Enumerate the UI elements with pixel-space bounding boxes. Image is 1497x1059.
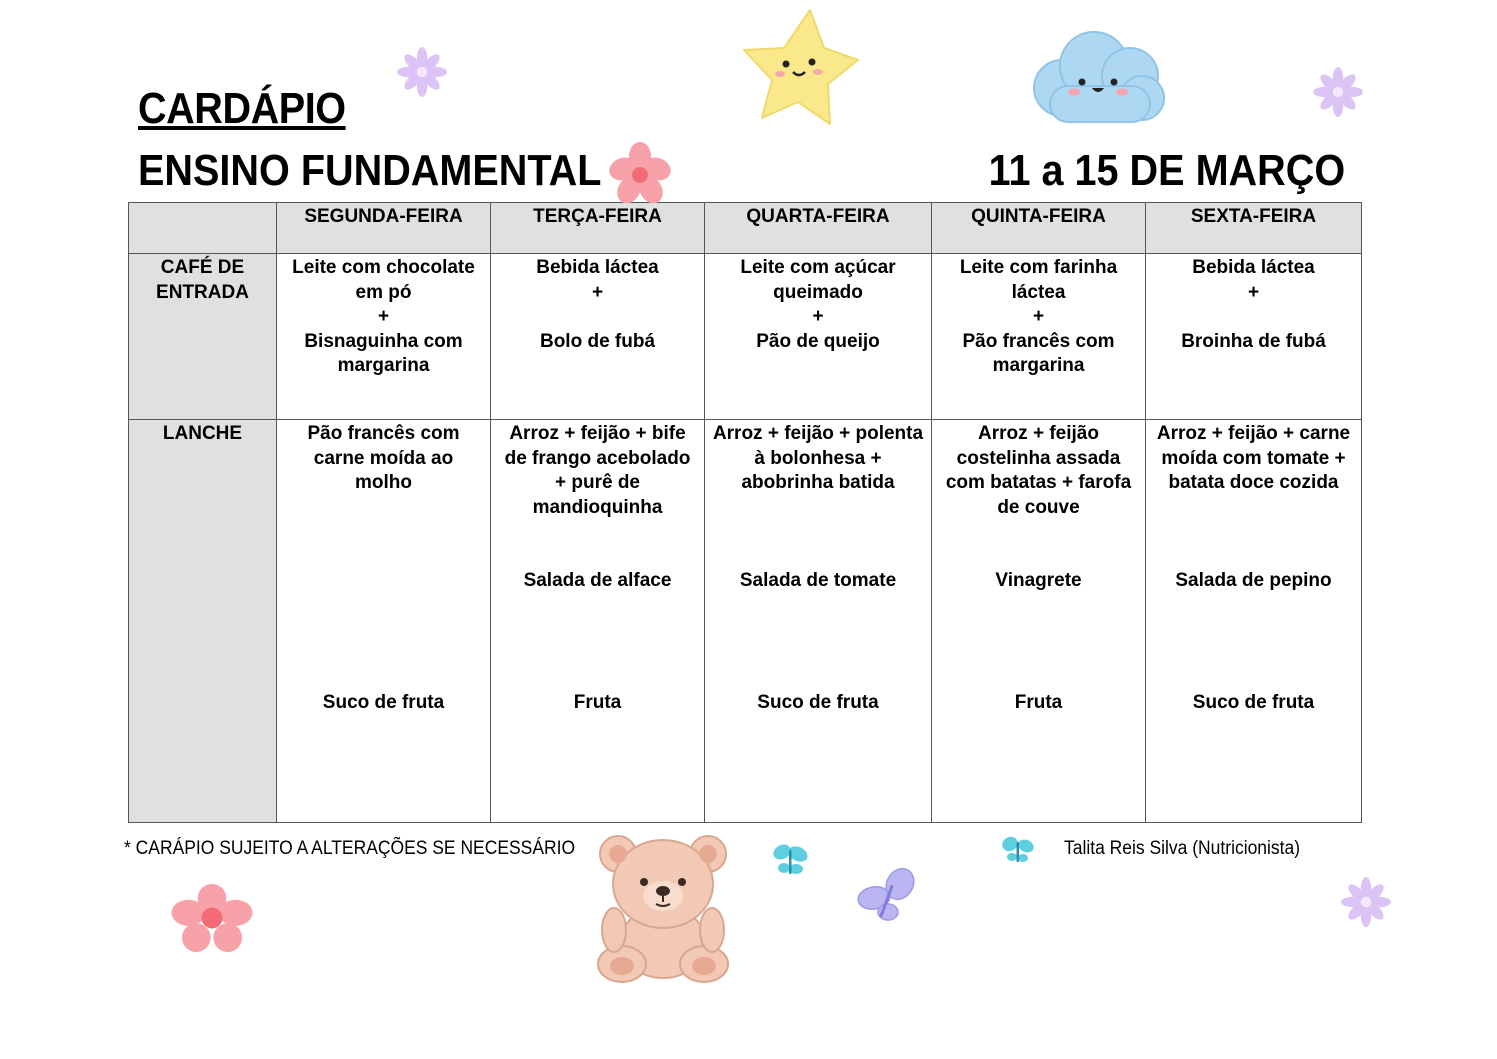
main-dish: Arroz + feijão + carne moída com tomate + batata doce cozida	[1156, 423, 1351, 493]
drink-or-fruit: Suco de fruta	[1192, 692, 1315, 713]
smiling-cloud-icon	[1030, 26, 1166, 128]
page-subtitle: ENSINO FUNDAMENTAL	[138, 146, 602, 195]
menu-line	[1152, 305, 1355, 330]
butterfly-icon	[770, 840, 810, 880]
smiling-star-icon	[738, 4, 862, 128]
menu-line: Bolo de fubá	[539, 330, 656, 352]
table-header-row	[129, 203, 1362, 254]
drink-or-fruit: Fruta	[573, 692, 622, 713]
menu-line: Bebida láctea	[536, 257, 659, 278]
table-row	[129, 420, 1362, 823]
main-dish: Arroz + feijão + polenta à bolonhesa + abobrinha batida	[712, 423, 924, 493]
menu-line: Pão de queijo	[756, 330, 880, 352]
menu-line: Broinha de fubá	[1181, 330, 1326, 352]
menu-line	[497, 305, 698, 330]
salad: Salada de pepino	[1175, 570, 1332, 591]
salad: Salada de alface	[523, 570, 672, 591]
main-dish: Pão francês com carne moída ao molho	[307, 423, 460, 493]
menu-line: Leite com farinha láctea	[959, 257, 1118, 303]
drink-or-fruit: Suco de fruta	[757, 692, 879, 713]
menu-line: +	[1032, 306, 1045, 327]
purple-flower-icon	[396, 46, 448, 98]
menu-cell	[705, 420, 932, 823]
menu-cell	[277, 420, 491, 823]
menu-cell	[705, 254, 932, 420]
menu-line: +	[591, 281, 604, 303]
purple-flower-icon	[1340, 876, 1392, 928]
menu-cell	[932, 254, 1146, 420]
butterfly-icon	[856, 866, 922, 928]
main-dish: Arroz + feijão + bife de frango acebolado + purê de mandioquinha	[504, 423, 691, 518]
day-header: SEGUNDA-FEIRA	[277, 203, 491, 254]
purple-flower-icon	[1312, 66, 1364, 118]
drink-or-fruit: Fruta	[1014, 692, 1063, 713]
menu-line: Pão francês com margarina	[962, 330, 1115, 376]
menu-cell	[1146, 420, 1362, 823]
drink-or-fruit: Suco de fruta	[322, 692, 445, 713]
disclaimer-note: * CARÁPIO SUJEITO A ALTERAÇÕES SE NECESSÁRIO	[124, 838, 576, 859]
row-label: CAFÉ DE ENTRADA	[129, 254, 277, 420]
day-header: QUARTA-FEIRA	[705, 203, 932, 254]
butterfly-icon	[1000, 834, 1036, 866]
menu-line: Leite com chocolate em pó	[292, 257, 475, 303]
menu-line: +	[377, 306, 390, 327]
teddy-bear-icon	[594, 826, 732, 986]
table-row	[129, 254, 1362, 420]
salad: Salada de tomate	[739, 570, 897, 591]
day-header: QUINTA-FEIRA	[932, 203, 1146, 254]
day-header: SEXTA-FEIRA	[1146, 203, 1362, 254]
pink-flower-icon	[608, 142, 672, 206]
menu-line: +	[812, 306, 824, 327]
pink-flower-icon	[170, 884, 254, 952]
salad: Vinagrete	[995, 570, 1082, 591]
menu-line: Bisnaguinha com margarina	[304, 330, 463, 376]
date-range: 11 a 15 DE MARÇO	[988, 146, 1345, 195]
menu-cell	[1146, 254, 1362, 420]
menu-cell	[491, 420, 705, 823]
menu-line: Bebida láctea	[1192, 257, 1315, 278]
menu-line: Leite com açúcar queimado	[740, 257, 896, 303]
menu-cell	[491, 254, 705, 420]
row-label: LANCHE	[129, 420, 277, 823]
menu-cell	[932, 420, 1146, 823]
table-corner-cell	[129, 203, 277, 254]
main-dish: Arroz + feijão costelinha assada com batatas + farofa de couve	[945, 423, 1132, 518]
day-header: TERÇA-FEIRA	[491, 203, 705, 254]
nutritionist-signature: Talita Reis Silva (Nutricionista)	[1064, 838, 1301, 859]
menu-line: +	[1247, 281, 1260, 303]
menu-table	[128, 202, 1362, 823]
page-title: CARDÁPIO	[138, 84, 346, 133]
menu-cell	[277, 254, 491, 420]
